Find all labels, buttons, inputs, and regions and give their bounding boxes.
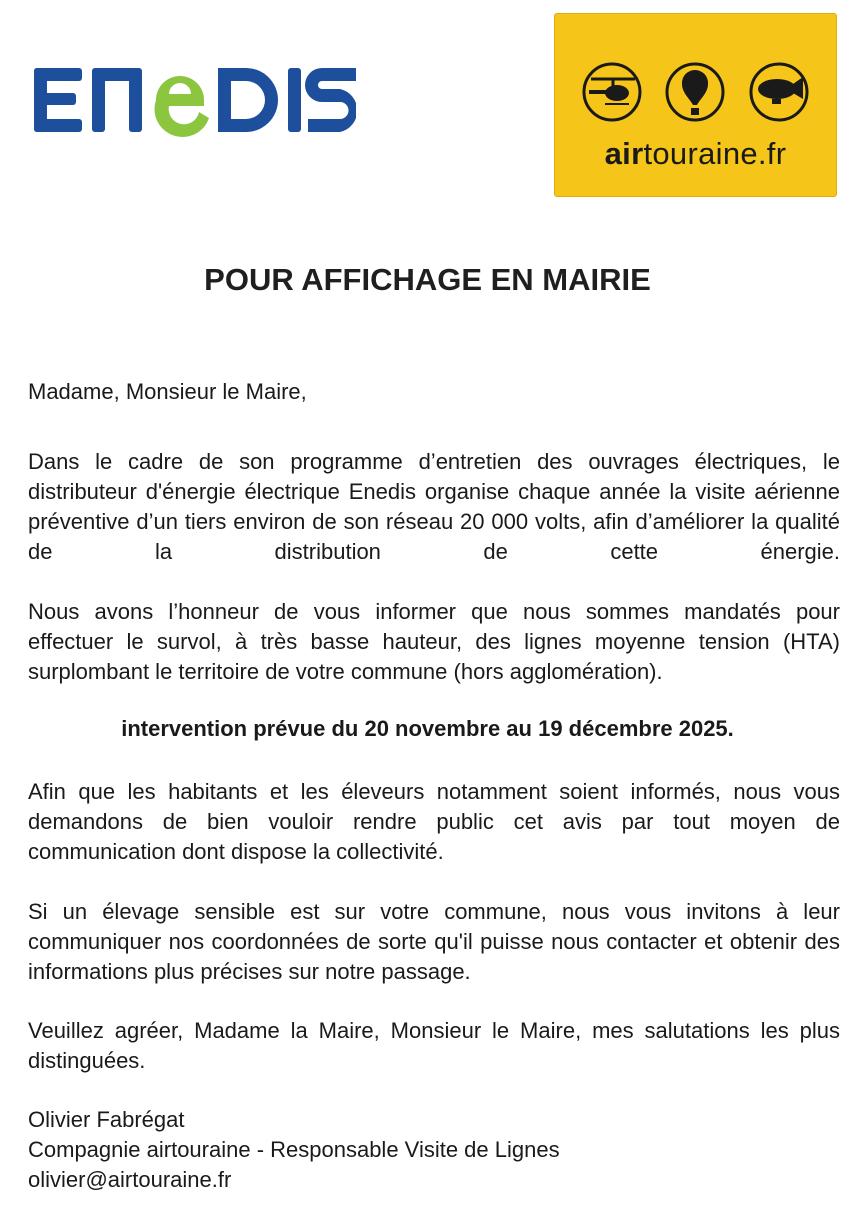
paragraph-breeding: Si un élevage sensible est sur votre commune, nous vous invitons à leur communiquer nos coordonnées de sorte qu'il puisse nous contacter et obtenir des informations plus précises sur notre passage.: [28, 899, 840, 984]
salutation: Madame, Monsieur le Maire,: [28, 379, 307, 404]
signature-email[interactable]: olivier@airtouraine.fr: [28, 1167, 232, 1192]
paragraph-maintenance: Dans le cadre de son programme d’entretien des ouvrages électriques, le distributeur d'énergie électrique Enedis organise chaque année la visite aérienne préventive d’un tiers environ de son réseau 20 000 volts, afin d’améliorer la qualité de la distribution de cette énergie.: [28, 449, 840, 564]
page-title: POUR AFFICHAGE EN MAIRIE: [204, 262, 651, 297]
helicopter-icon: [584, 64, 640, 120]
paragraph-publicity: Afin que les habitants et les éleveurs notamment soient informés, nous vous demandons de bien vouloir rendre public cet avis par tout moyen de communication dont dispose la collectivité.: [28, 779, 840, 864]
enedis-logo: [34, 64, 356, 140]
airtouraine-logo: [554, 13, 837, 197]
airtouraine-wordmark: airtouraine.fr: [604, 136, 787, 171]
signature-name: Olivier Fabrégat: [28, 1107, 185, 1132]
hot-air-balloon-icon: [667, 64, 723, 120]
signature-role: Compagnie airtouraine - Responsable Visite de Lignes: [28, 1137, 560, 1162]
airship-icon: [751, 64, 807, 120]
paragraph-flyover: Nous avons l’honneur de vous informer que nous sommes mandatés pour effectuer le survol, à très basse hauteur, des lignes moyenne tension (HTA) surplombant le territoire de votre commune (hors agglomération).: [28, 599, 840, 684]
paragraph-closing: Veuillez agréer, Madame la Maire, Monsieur le Maire, mes salutations les plus distinguées.: [28, 1018, 840, 1073]
airtouraine-icons: [555, 62, 836, 122]
intervention-dates: intervention prévue du 20 novembre au 19 décembre 2025.: [121, 716, 734, 741]
